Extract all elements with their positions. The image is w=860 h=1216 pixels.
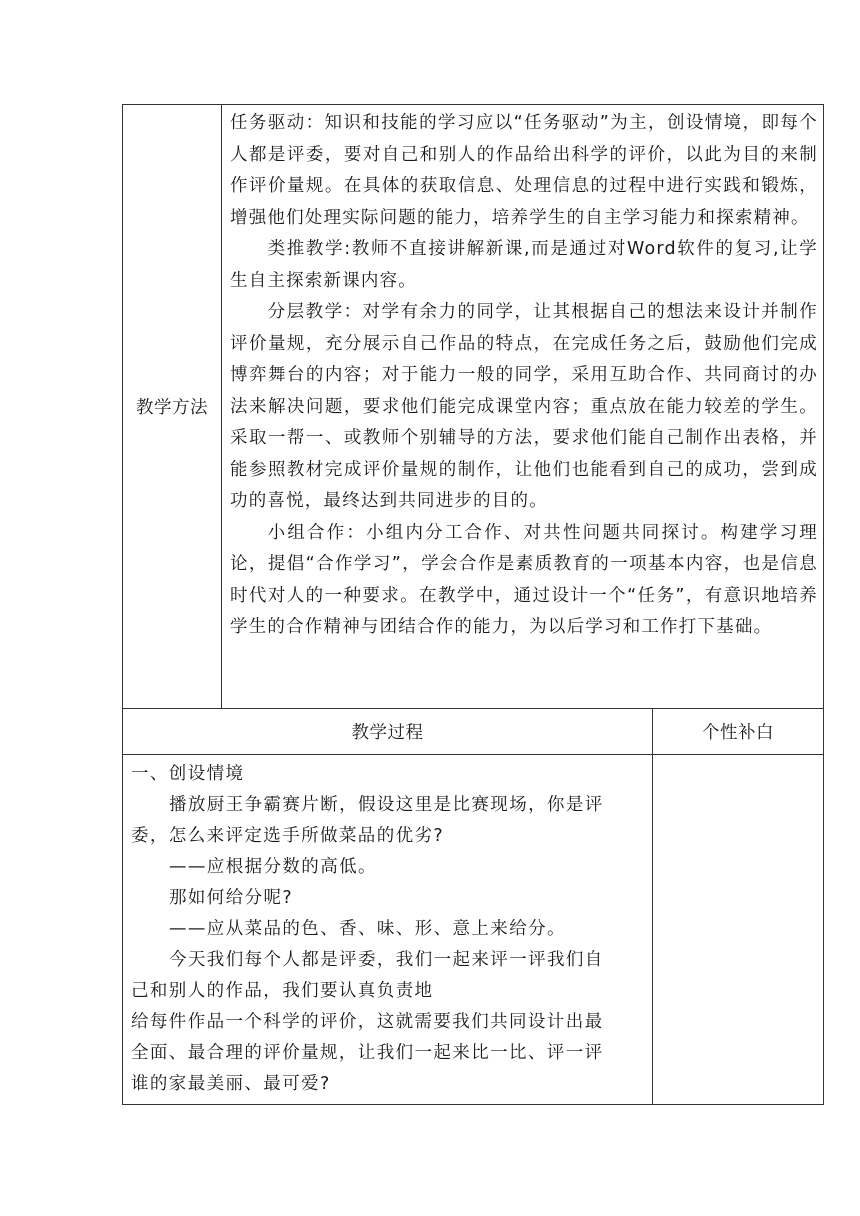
notes-header-cell [653, 709, 823, 754]
method-paragraph-task-driven: 任务驱动：知识和技能的学习应以“任务驱动”为主，创设情境，即每个人都是评委，要对自己和别人的作品给出科学的评价，以此为目的来制作评价量规。在具体的获取信息、处理信息的过程中进行实践和锻炼，增强他们处理实际问题的能力，培养学生的自主学习能力和探索精神。 [230, 113, 818, 228]
table-right-border [823, 104, 824, 1105]
process-line: 今天我们每个人都是评委，我们一起来评一评我们自 [169, 950, 604, 970]
process-content-cell [123, 759, 652, 1100]
method-label: 教学方法 [136, 398, 208, 418]
method-paragraph-group: 小组合作：小组内分工合作、对共性问题共同探讨。构建学习理论，提倡“合作学习”，学会合作是素质教育的一项基本内容，也是信息时代对人的一种要求。在教学中，通过设计一个“任务”，有意识地培养学生的合作精神与团结合作的能力，为以后学习和工作打下基础。 [230, 522, 818, 637]
process-header-cell [123, 709, 652, 754]
method-label-cell [123, 105, 221, 708]
notes-content-cell [653, 755, 823, 1104]
process-line: 给每件作品一个科学的评价，这就需要我们共同设计出最 [131, 1012, 604, 1032]
process-line: ——应根据分数的高低。 [169, 857, 377, 877]
process-line: 播放厨王争霸赛片断，假设这里是比赛现场，你是评 [169, 795, 604, 815]
process-header-title: 教学过程 [351, 723, 424, 743]
table-bottom-border [122, 1104, 824, 1105]
method-content-cell [222, 108, 823, 644]
process-line: ——应从菜品的色、香、味、形、意上来给分。 [169, 919, 566, 939]
process-line: 全面、最合理的评价量规，让我们一起来比一比、评一评 [131, 1043, 604, 1063]
process-line: 那如何给分呢? [169, 888, 294, 908]
process-section-heading: 一、创设情境 [131, 764, 245, 784]
process-line: 己和别人的作品，我们要认真负责地 [131, 981, 434, 1001]
notes-header-title: 个性补白 [702, 723, 774, 743]
process-line: 谁的家最美丽、最可爱? [131, 1074, 331, 1094]
method-paragraph-analogy: 类推教学:教师不直接讲解新课,而是通过对Word软件的复习,让学生自主探索新课内容。 [230, 239, 818, 291]
process-line: 委，怎么来评定选手所做菜品的优劣? [131, 826, 445, 846]
table-top-border [122, 104, 824, 105]
method-paragraph-tiered: 分层教学：对学有余力的同学，让其根据自己的想法来设计并制作评价量规，充分展示自己作品的特点，在完成任务之后，鼓励他们完成博弈舞台的内容；对于能力一般的同学，采用互助合作、共同商讨的办法来解决问题，要求他们能完成课堂内容；重点放在能力较差的学生。采取一帮一、或教师个别辅导的方法，要求他们能自己制作出表格，并能参照教材完成评价量规的制作，让他们也能看到自己的成功，尝到成功的喜悦，最终达到共同进步的目的。 [230, 302, 818, 511]
